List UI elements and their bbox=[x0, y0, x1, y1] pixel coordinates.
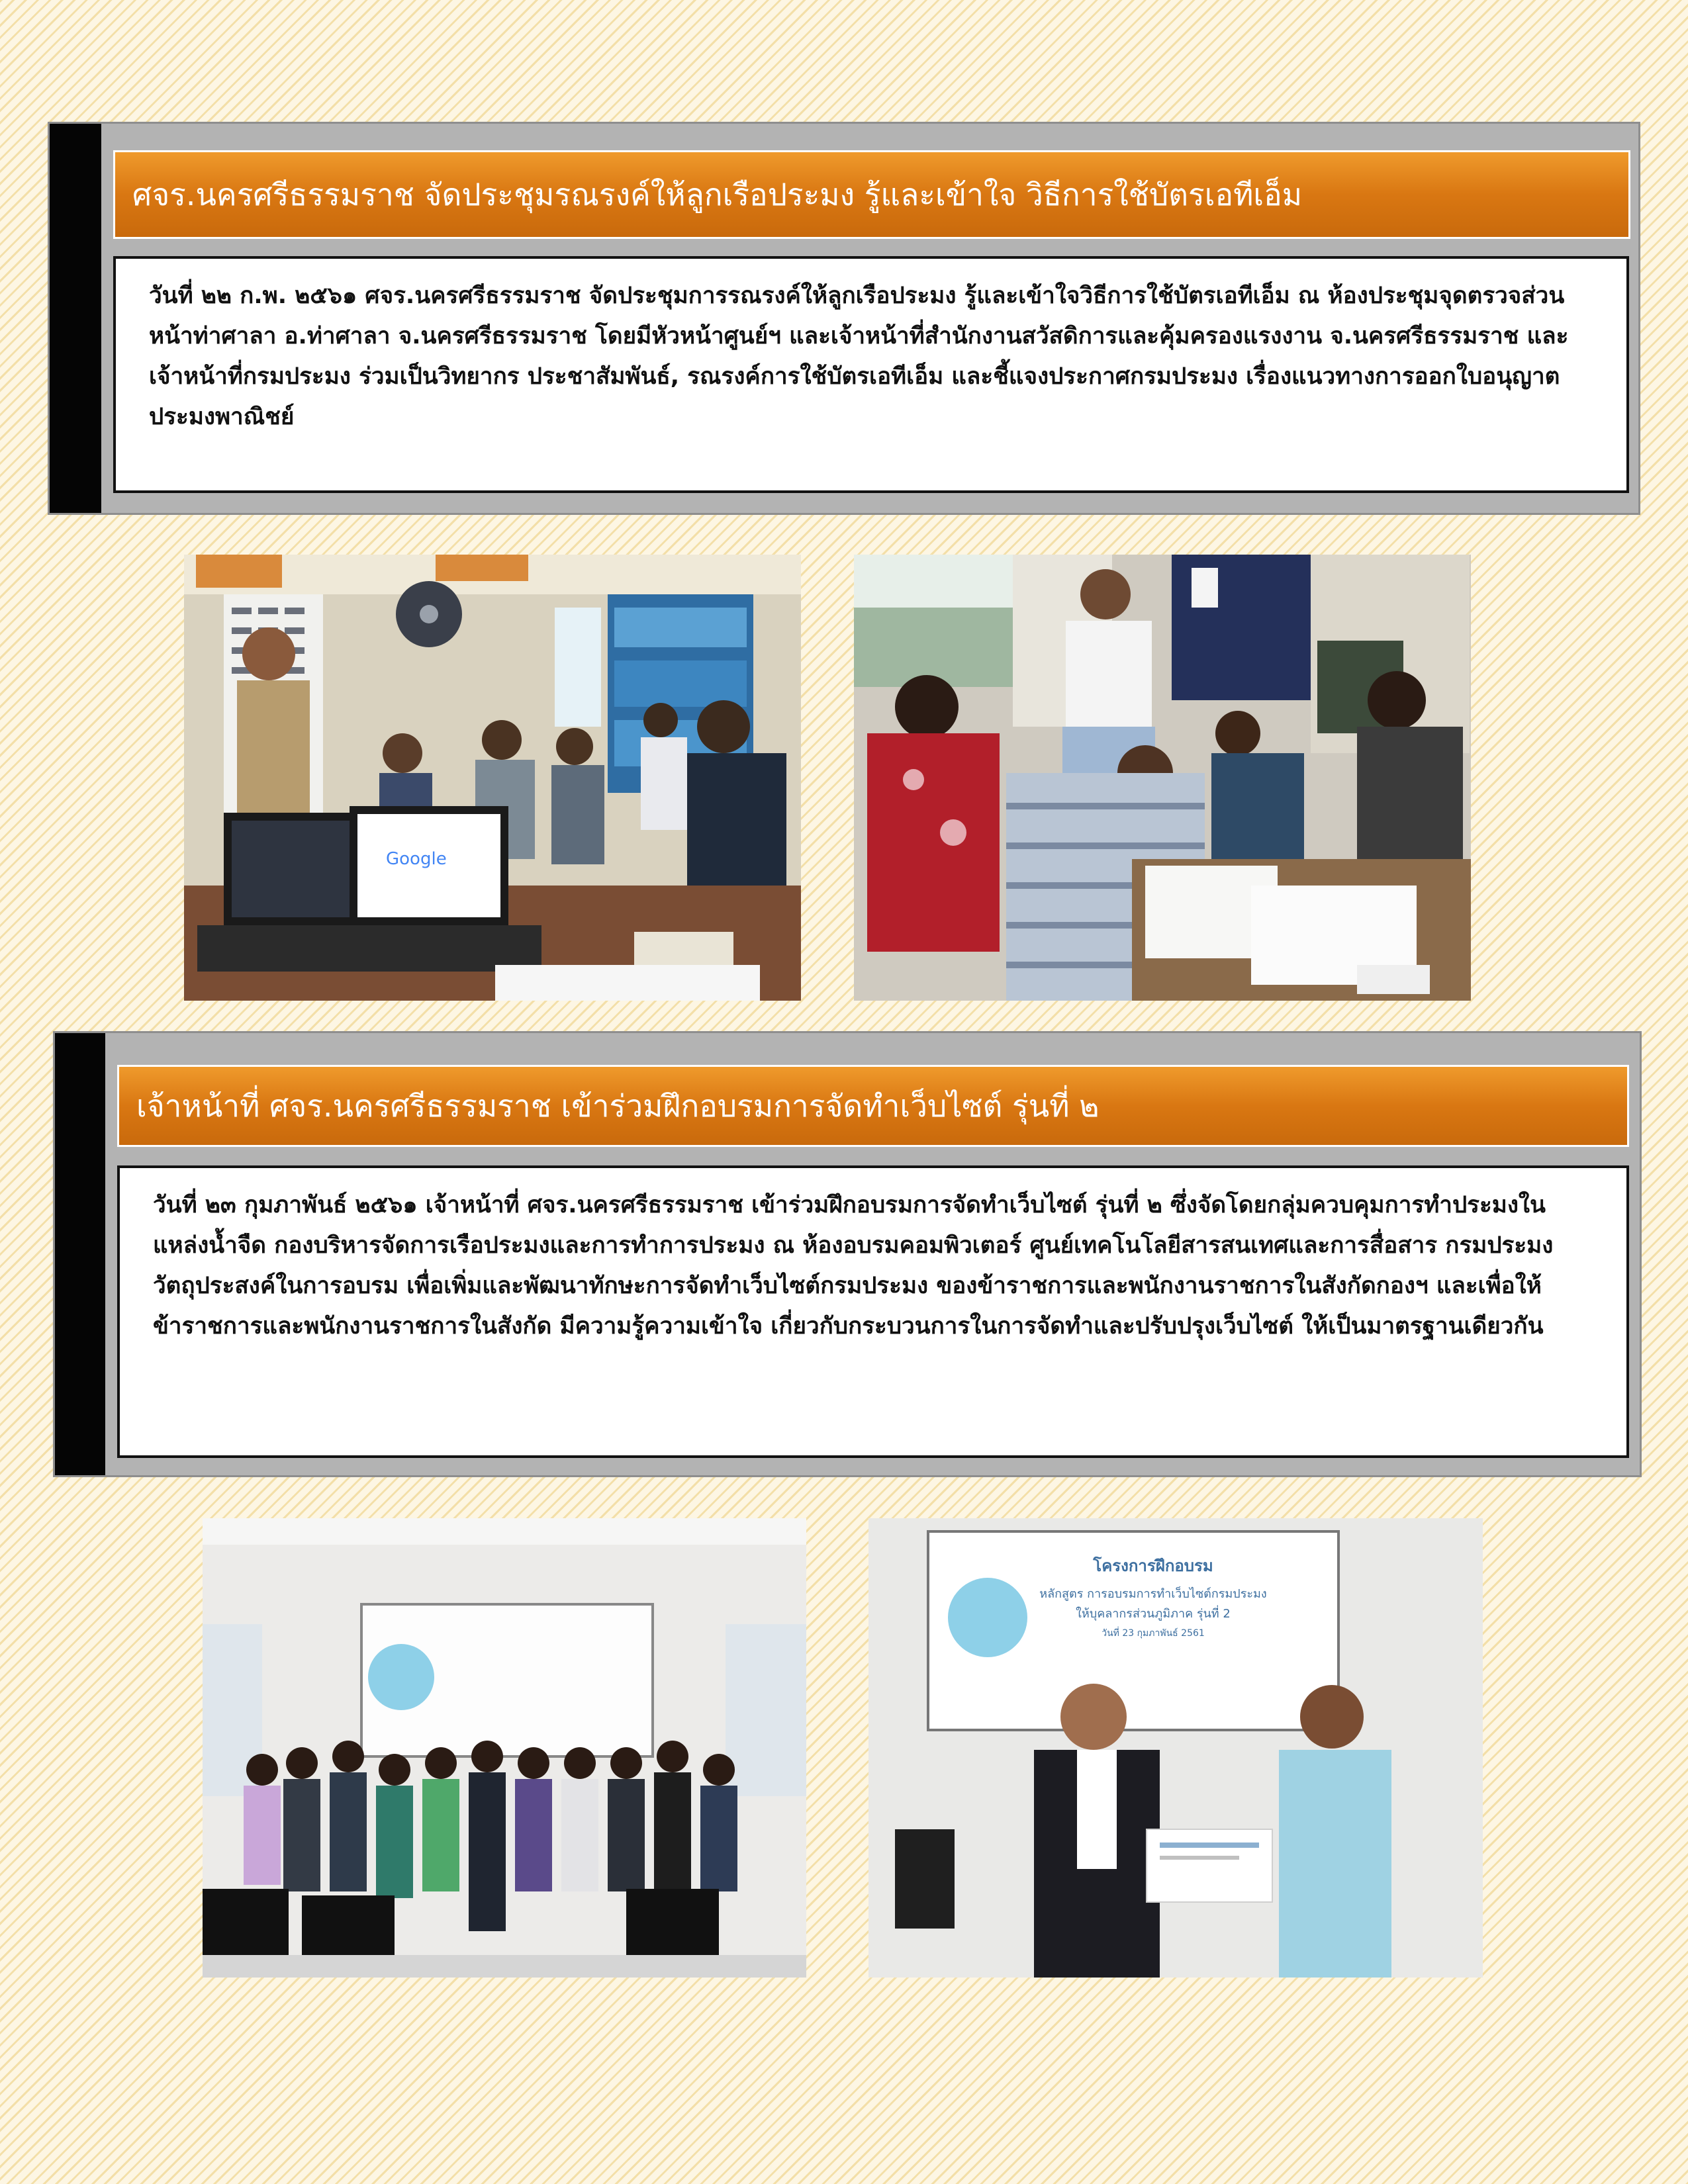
section-2-body-text: วันที่ ๒๓ กุมภาพันธ์ ๒๕๖๑ เจ้าหน้าที่ ศจร.นครศรีธรรมราช เข้าร่วมฝึกอบรมการจัดทำเว็บไซต์ รุ่นที่ ๒ ซึ่งจัดโดยกลุ่มควบคุมการทำประมงในแหล่งน้ำจืด กองบริหารจัดการเรือประมงและการทำการประมง ณ ห้องอบรมคอมพิวเตอร์ ศูนย์เทคโนโลยีสารสนเทศและการสื่อสาร กรมประมง วัตถุประสงค์ในการอบรม เพื่อเพิ่มและพัฒนาทักษะการจัดทำเว็บไซต์กรมประมง ของข้าราชการและพนักงานราชการในสังกัดกองฯ และเพื่อให้ข้าราชการและพนักงานราชการในสังกัด มีความรู้ความเข้าใจ เกี่ยวกับกระบวนการในการจัดทำและปรับปรุงเว็บไซต์ ให้เป็นมาตรฐานเดียวกัน bbox=[153, 1192, 1554, 1340]
slide-line-2: ให้บุคลากรส่วนภูมิภาค รุ่นที่ 2 bbox=[1076, 1607, 1231, 1621]
photo-meeting-room bbox=[184, 555, 801, 1001]
section-2-title-text: เจ้าหน้าที่ ศจร.นครศรีธรรมราช เข้าร่วมฝึกอบรมการจัดทำเว็บไซต์ รุ่นที่ ๒ bbox=[136, 1087, 1100, 1124]
photo-registration-desk bbox=[854, 555, 1471, 1001]
section-1-title-text: ศจร.นครศรีธรรมราช จัดประชุมรณรงค์ให้ลูกเรือประมง รู้และเข้าใจ วิธีการใช้บัตรเอทีเอ็ม bbox=[132, 176, 1303, 212]
section-1-body bbox=[113, 256, 1629, 493]
news-section-2 bbox=[53, 1031, 1642, 1477]
news-section-1 bbox=[48, 122, 1640, 515]
slide-line-1: หลักสูตร การอบรมการทำเว็บไซต์กรมประมง bbox=[1039, 1587, 1267, 1601]
laptop-screen-logo: Google bbox=[386, 849, 447, 869]
section-accent-bar bbox=[50, 124, 101, 513]
section-accent-bar bbox=[55, 1033, 105, 1475]
slide-title: โครงการฝึกอบรม bbox=[1093, 1557, 1213, 1575]
section-2-title bbox=[117, 1065, 1629, 1147]
photo-certificate-handover bbox=[868, 1518, 1483, 1978]
section-1-title bbox=[113, 150, 1630, 239]
section-1-body-text: วันที่ ๒๒ ก.พ. ๒๕๖๑ ศจร.นครศรีธรรมราช จัดประชุมการรณรงค์ให้ลูกเรือประมง รู้และเข้าใจวิธีการใช้บัตรเอทีเอ็ม ณ ห้องประชุมจุดตรวจส่วนหน้าท่าศาลา อ.ท่าศาลา จ.นครศรีธรรมราช โดยมีหัวหน้าศูนย์ฯ และเจ้าหน้าที่สำนักงานสวัสดิการและคุ้มครองแรงงาน จ.นครศรีธรรมราช และ เจ้าหน้าที่กรมประมง ร่วมเป็นวิทยากร ประชาสัมพันธ์, รณรงค์การใช้บัตรเอทีเอ็ม และชี้แจงประกาศกรมประมง เรื่องแนวทางการออกใบอนุญาตประมงพาณิชย์ bbox=[149, 283, 1569, 430]
slide-date: วันที่ 23 กุมภาพันธ์ 2561 bbox=[1102, 1628, 1205, 1639]
photo-training-group bbox=[203, 1518, 806, 1978]
section-2-body bbox=[117, 1165, 1629, 1458]
